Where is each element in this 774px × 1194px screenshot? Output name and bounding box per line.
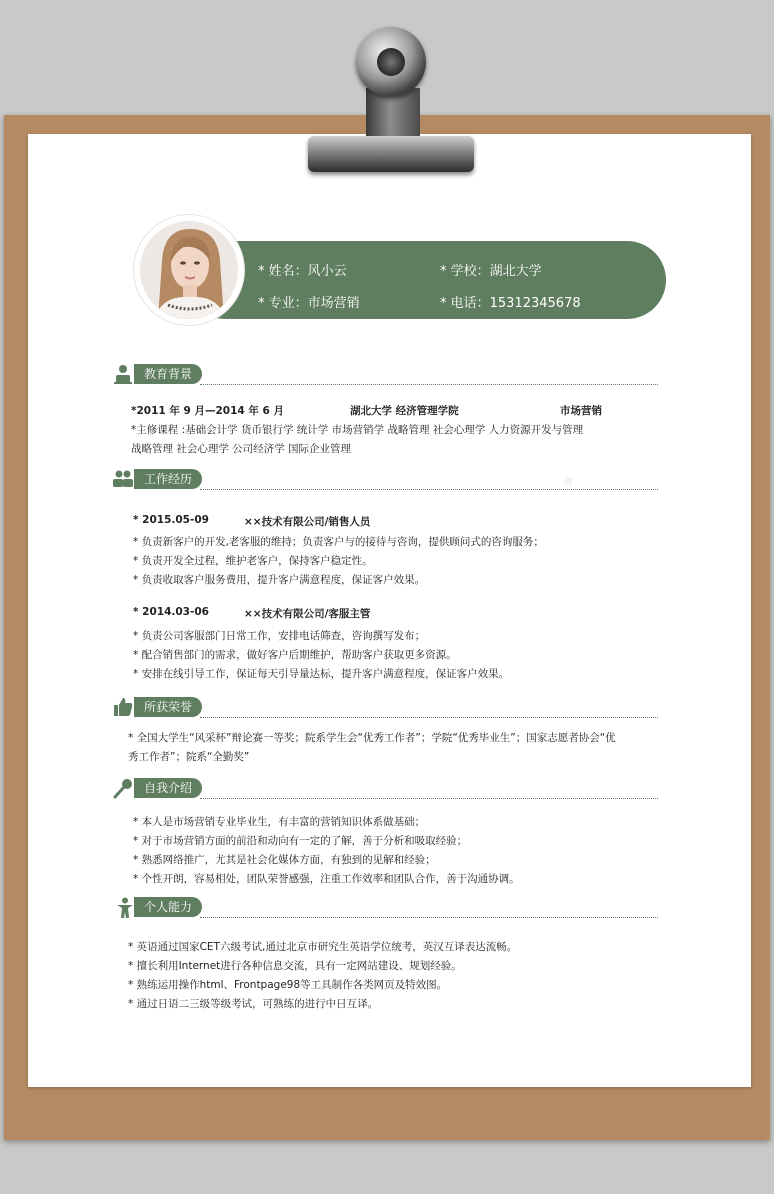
skill-item: * 英语通过国家CET六级考试,通过北京市研究生英语学位统考，英汉互译表达流畅。 [128, 941, 518, 953]
person-icon [112, 363, 134, 385]
intro-item: * 本人是市场营销专业毕业生，有丰富的营销知识体系做基础； [133, 816, 426, 828]
avatar [134, 215, 244, 325]
job-company: ××技术有限公司/客服主管 [244, 608, 371, 620]
job-duty: * 负责收取客户服务费用，提升客户满意程度，保证客户效果。 [133, 574, 426, 586]
team-icon [112, 467, 134, 489]
section-title-education: 教育背景 [134, 364, 202, 384]
thumbs-up-icon [112, 696, 134, 718]
skill-item: * 擅长利用Internet进行各种信息交流，具有一定网站建设、规划经验。 [128, 960, 462, 972]
job-company: ××技术有限公司/销售人员 [244, 516, 371, 528]
section-title-skills: 个人能力 [134, 897, 202, 917]
edu-school: 湖北大学 经济管理学院 [350, 405, 459, 417]
section-title-honors: 所获荣誉 [134, 697, 202, 717]
microphone-icon [112, 777, 134, 799]
job-duty: * 负责开发全过程，维护老客户，保持客户稳定性。 [133, 555, 373, 567]
phone-field: * 电话：15312345678 [440, 296, 581, 311]
section-divider [200, 798, 658, 799]
school-field: * 学校：湖北大学 [440, 264, 542, 279]
section-divider [200, 917, 658, 918]
skill-item: * 通过日语二三级等级考试，可熟练的进行中日互译。 [128, 998, 379, 1010]
section-divider [200, 384, 658, 385]
job-date: * 2015.05-09 [133, 514, 209, 526]
watermark: ✦ [554, 467, 584, 498]
skill-item: * 熟练运用操作html、Frontpage98等工具制作各类网页及特效图。 [128, 979, 448, 991]
job-duty: * 安排在线引导工作，保证每天引导量达标，提升客户满意程度，保证客户效果。 [133, 668, 510, 680]
section-title-intro: 自我介绍 [134, 778, 202, 798]
job-date: * 2014.03-06 [133, 606, 209, 618]
job-duty: * 负责公司客服部门日常工作，安排电话筛查，咨询撰写发布； [133, 630, 426, 642]
edu-period: *2011 年 9 月—2014 年 6 月 [131, 405, 284, 417]
edu-major: 市场营销 [560, 405, 602, 417]
honors-line1: * 全国大学生“风采杯”辩论赛一等奖；院系学生会“优秀工作者”；学院“优秀毕业生”；国家志愿者协会“优 [128, 732, 616, 744]
running-person-icon [114, 897, 136, 919]
clip-hole [377, 48, 405, 76]
clip-bar [308, 136, 474, 172]
avatar-photo [140, 221, 238, 319]
section-title-work: 工作经历 [134, 469, 202, 489]
edu-courses-line2: 战略管理 社会心理学 公司经济学 国际企业管理 [131, 443, 352, 455]
intro-item: * 对于市场营销方面的前沿和动向有一定的了解，善于分析和吸取经验； [133, 835, 468, 847]
job-duty: * 负责新客户的开发,老客服的维持；负责客户与的接待与咨询，提供顾问式的咨询服务； [133, 536, 544, 548]
intro-item: * 熟悉网络推广，尤其是社会化媒体方面，有独到的见解和经验； [133, 854, 436, 866]
major-field: * 专业：市场营销 [258, 296, 360, 311]
name-field: * 姓名：风小云 [258, 264, 347, 279]
edu-courses-line1: *主修课程 :基础会计学 货币银行学 统计学 市场营销学 战略管理 社会心理学 人力资源开发与管理 [131, 424, 584, 436]
section-divider [200, 717, 658, 718]
job-duty: * 配合销售部门的需求，做好客户后期维护，帮助客户获取更多资源。 [133, 649, 457, 661]
intro-item: * 个性开朗，容易相处，团队荣誉感强，注重工作效率和团队合作，善于沟通协调。 [133, 873, 520, 885]
section-divider [200, 489, 658, 490]
honors-line2: 秀工作者”；院系“全勤奖” [128, 751, 250, 763]
portrait-illustration [140, 221, 238, 319]
